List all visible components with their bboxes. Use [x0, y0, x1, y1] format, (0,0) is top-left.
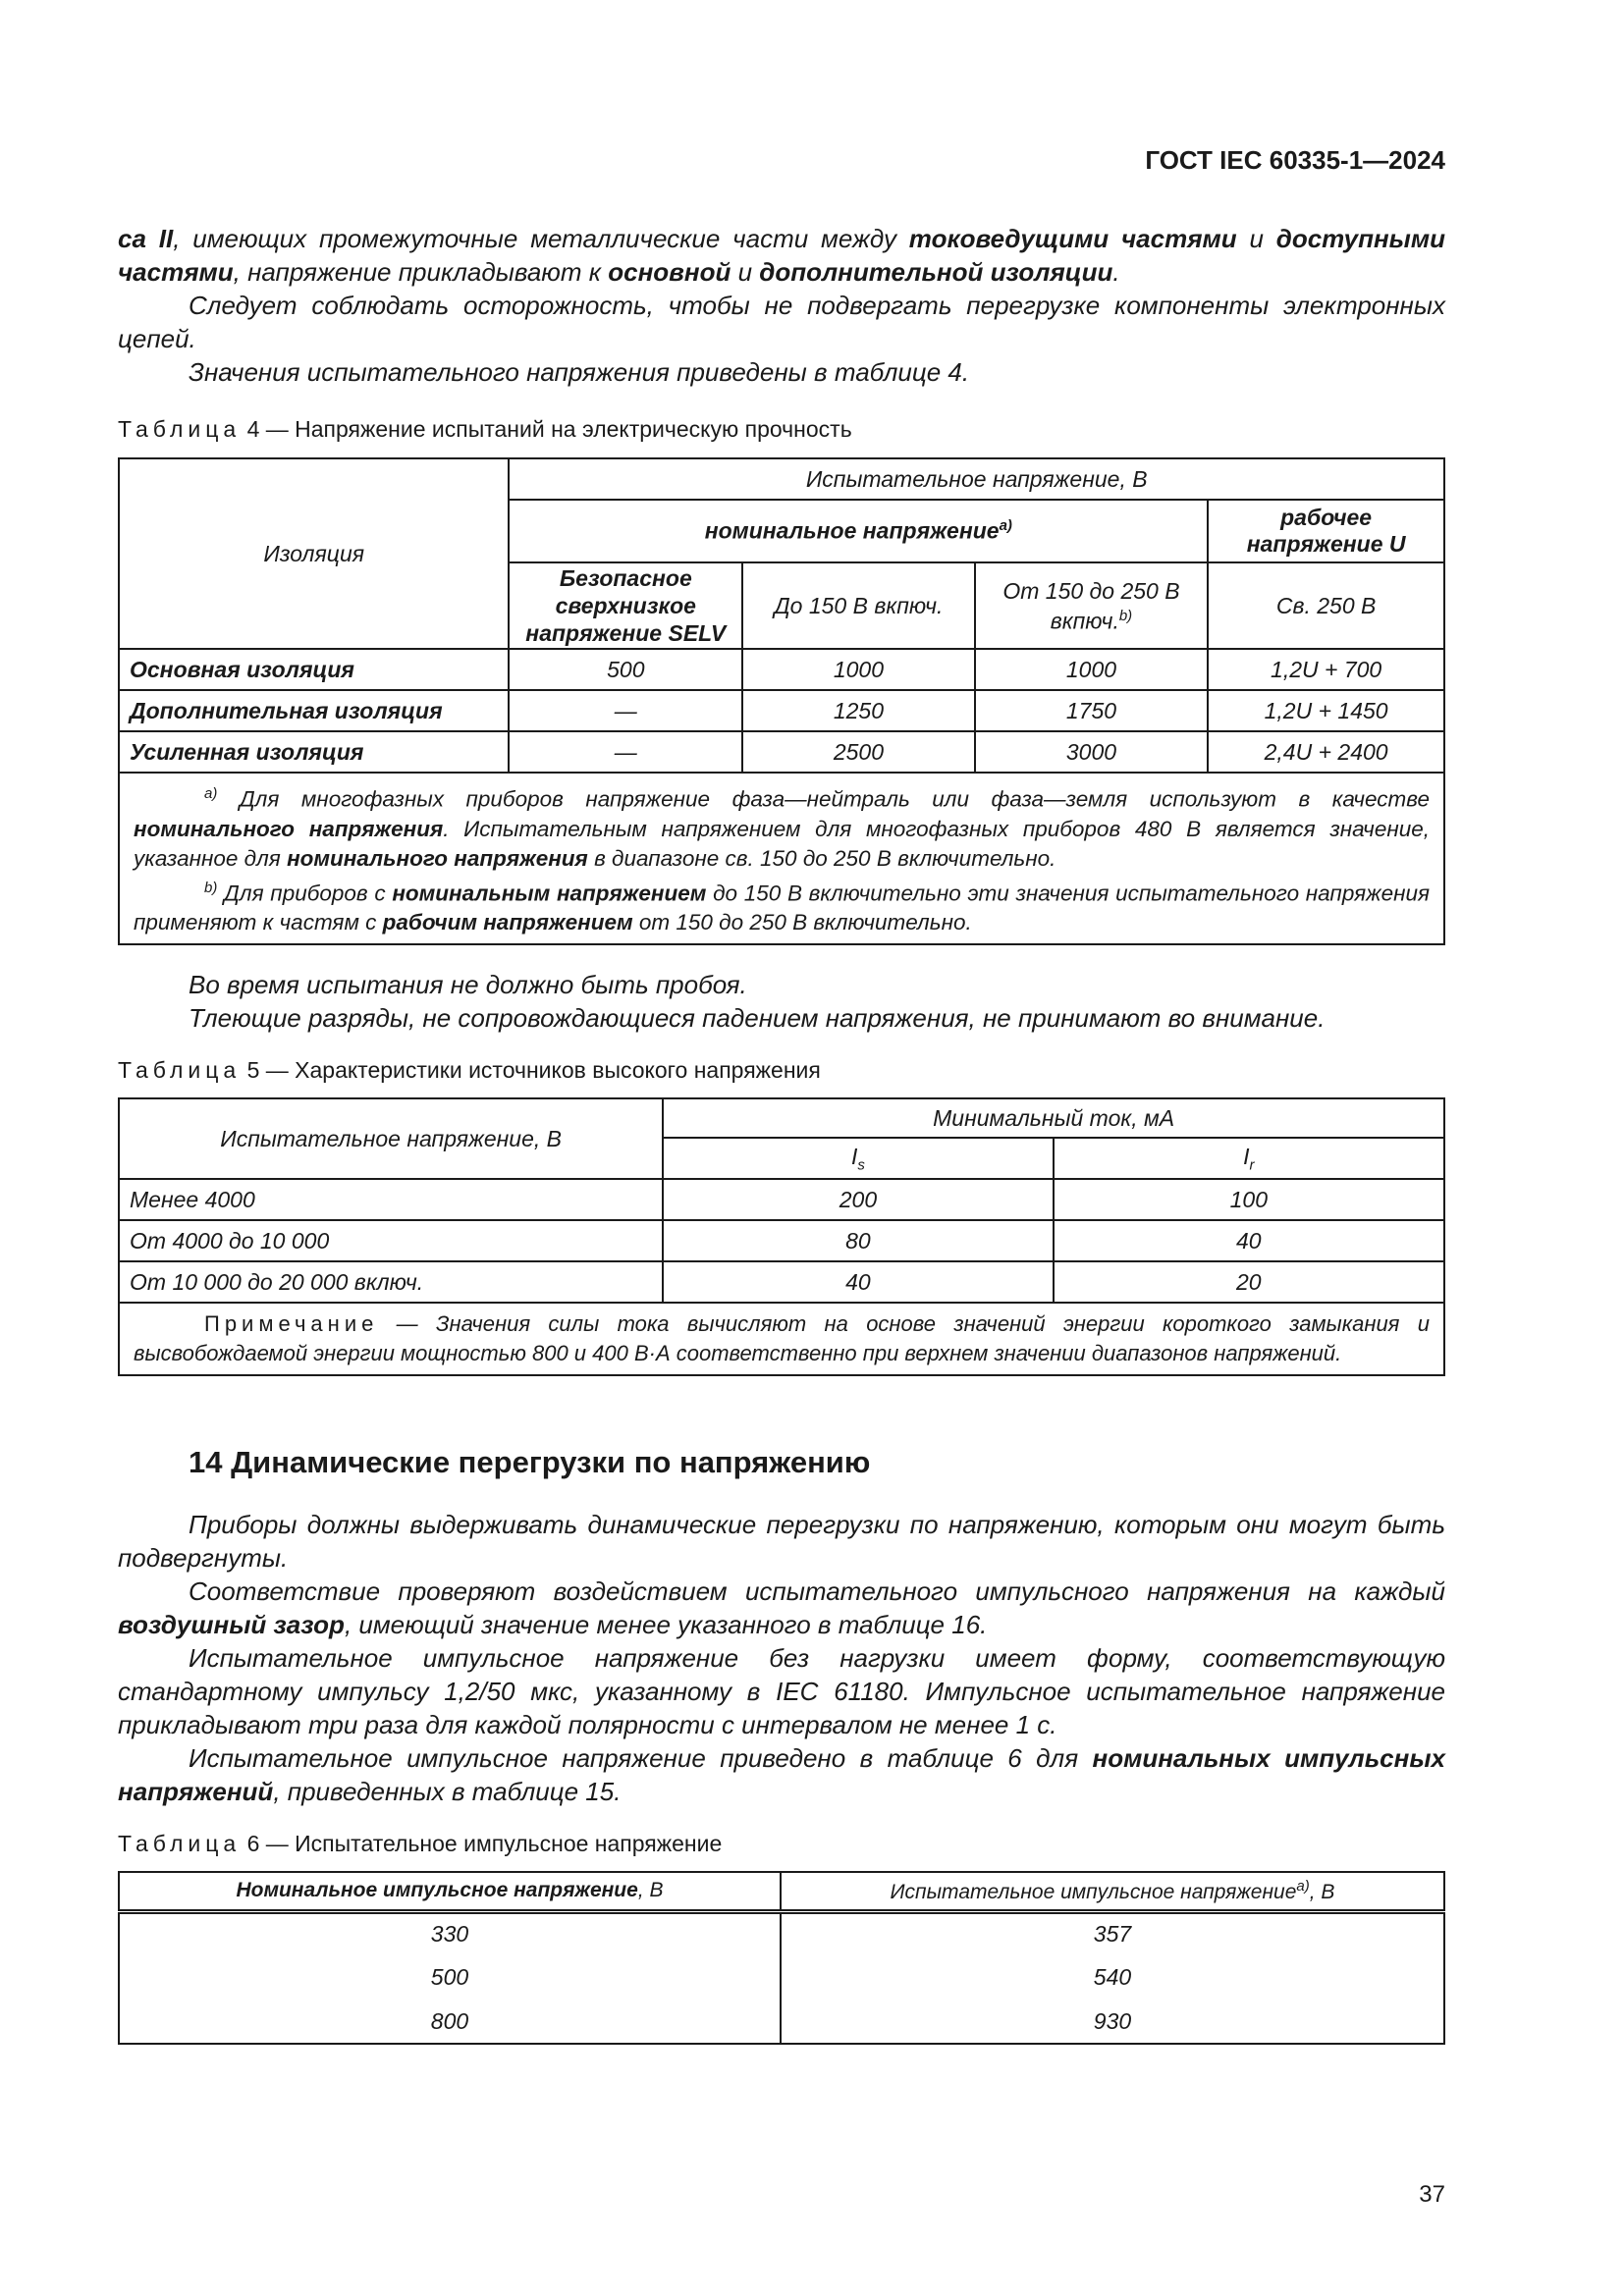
table4-caption-word: Таблица: [118, 416, 242, 442]
table6: [118, 1871, 1445, 2045]
table4-note-b: $^{b)}$ Для приборов с номинальным напряжением до 150 В включительно эти значения испытательного напряжения применяют к частям с рабочим напряжением от 150 до 250 В включительно.: [134, 879, 1431, 934]
table6-cell: 540: [781, 1955, 1444, 2000]
table5-header-min-current: Минимальный ток, мА: [663, 1098, 1444, 1138]
table4-caption-text: 4 — Напряжение испытаний на электрическую прочность: [246, 416, 852, 442]
table4-notes: [119, 773, 1444, 944]
table6-header-rated: Номинальное импульсное напряжение, В: [119, 1872, 781, 1911]
section-14-paragraph-1: Приборы должны выдерживать динамические перегрузки по напряжению, которым они могут быть подвергнуты.: [118, 1510, 1445, 1573]
table6-caption-word: Таблица: [118, 1831, 242, 1856]
table4-header-to150: До 150 В вкпюч.: [742, 562, 975, 649]
table5-caption: [118, 1057, 821, 1084]
table5-cell: 40: [663, 1261, 1053, 1303]
table4-note-a: $^{a)}$ Для многофазных приборов напряжение фаза—нейтраль или фаза—земля используют в качестве номинального напряжения. Испытательным напряжением для многофазных приборов 480 В является значение, указанное для номинального напряжения в диапазоне св. 150 до 250 В включительно.: [134, 785, 1430, 871]
table5-note: [119, 1303, 1444, 1375]
page-number: 37: [1419, 2181, 1445, 2208]
table4-caption: [118, 416, 852, 443]
table4-header-test-voltage: Испытательное напряжение, В: [509, 458, 1444, 500]
table4-header-insulation: Изоляция: [119, 458, 509, 649]
table5-cell: 20: [1054, 1261, 1444, 1303]
document-header: ГОСТ IEC 60335-1—2024: [1145, 145, 1445, 175]
table5-cell: От 10 000 до 20 000 включ.: [119, 1261, 663, 1303]
table6-cell: 357: [781, 1911, 1444, 1955]
table4-row-label: Основная изоляция: [119, 649, 509, 690]
table5-caption-word: Таблица: [118, 1057, 242, 1083]
section-14-paragraph-3: Испытательное импульсное напряжение без нагрузки имеет форму, соответствующую стандартному импульсу 1,2/50 мкс, указанному в IEC 61180. Импульсное испытательное напряжение прикладывают три раза для каждой полярности с интервалом не менее 1 с.: [118, 1643, 1445, 1739]
intro-paragraph-3: Значения испытательного напряжения приведены в таблице 4.: [189, 357, 970, 387]
table5-cell: 80: [663, 1220, 1053, 1261]
section-14-text: [118, 1508, 1445, 1808]
table5-cell: 100: [1054, 1179, 1444, 1220]
table5: [118, 1097, 1445, 1376]
table6-cell: 800: [119, 2000, 781, 2044]
section-14-title: 14 Динамические перегрузки по напряжению: [189, 1445, 871, 1479]
table4-cell: —: [509, 690, 742, 731]
intro-paragraph-1: ca II, имеющих промежуточные металлические части между токоведущими частями и доступными частями, напряжение прикладывают к основной и дополнительной изоляции.: [118, 224, 1445, 287]
table4-cell: —: [509, 731, 742, 773]
table6-header-test: Испытательное импульсное напряжение$^{a)}$, В: [781, 1872, 1444, 1911]
mid-paragraph-2: Тлеющие разряды, не сопровождающиеся падением напряжения, не принимают во внимание.: [189, 1003, 1326, 1033]
table5-cell: 40: [1054, 1220, 1444, 1261]
table4-row-label: Усиленная изоляция: [119, 731, 509, 773]
table4: [118, 457, 1445, 945]
intro-paragraph-2: Следует соблюдать осторожность, чтобы не подвергать перегрузке компоненты электронных цепей.: [118, 291, 1445, 353]
table6-caption: [118, 1831, 722, 1857]
table5-header-ir: $I_r$: [1054, 1138, 1444, 1179]
table6-caption-text: 6 — Испытательное импульсное напряжение: [246, 1831, 723, 1856]
table6-cell: 930: [781, 2000, 1444, 2044]
table4-cell: 2500: [742, 731, 975, 773]
table4-cell: 1000: [975, 649, 1209, 690]
table4-header-rated: номинальное напряжение$^{a)}$: [509, 500, 1208, 562]
table5-cell: От 4000 до 10 000: [119, 1220, 663, 1261]
mid-paragraph-1: Во время испытания не должно быть пробоя.: [189, 970, 747, 999]
section-14-paragraph-4: Испытательное импульсное напряжение приведено в таблице 6 для номинальных импульсных напряжений, приведенных в таблице 15.: [118, 1743, 1445, 1806]
table6-cell: 330: [119, 1911, 781, 1955]
table4-cell: 500: [509, 649, 742, 690]
table4-header-150-250: От 150 до 250 В вкпюч.$^{b)}$: [975, 562, 1209, 649]
mid-text: [118, 968, 1445, 1035]
table5-header-test-voltage: Испытательное напряжение, В: [119, 1098, 663, 1179]
intro-text: [118, 222, 1445, 389]
table4-header-over250: Св. 250 В: [1208, 562, 1444, 649]
table4-cell: 3000: [975, 731, 1209, 773]
table4-cell: 2,4U + 2400: [1208, 731, 1444, 773]
table5-cell: Менее 4000: [119, 1179, 663, 1220]
table4-cell: 1,2U + 700: [1208, 649, 1444, 690]
table5-caption-text: 5 — Характеристики источников высокого напряжения: [246, 1057, 821, 1083]
table6-cell: 500: [119, 1955, 781, 2000]
table4-row-label: Дополнительная изоляция: [119, 690, 509, 731]
table4-header-selv: Безопасное сверхнизкое напряжение SELV: [509, 562, 742, 649]
table4-cell: 1,2U + 1450: [1208, 690, 1444, 731]
table4-cell: 1750: [975, 690, 1209, 731]
table4-header-working: рабочее напряжение U: [1208, 500, 1444, 562]
table4-cell: 1000: [742, 649, 975, 690]
table5-cell: 200: [663, 1179, 1053, 1220]
section-14-paragraph-2: Соответствие проверяют воздействием испытательного импульсного напряжения на каждый воздушный зазор, имеющий значение менее указанного в таблице 16.: [118, 1576, 1445, 1639]
table4-cell: 1250: [742, 690, 975, 731]
table5-header-is: $I_s$: [663, 1138, 1053, 1179]
table5-note-word: Примечание: [204, 1311, 379, 1336]
table5-note-text: — Значения силы тока вычисляют на основе значений энергии короткого замыкания и высвобождаемой энергии мощностью 800 и 400 В·А соответственно при верхнем значении диапазонов напряжений.: [134, 1311, 1430, 1365]
